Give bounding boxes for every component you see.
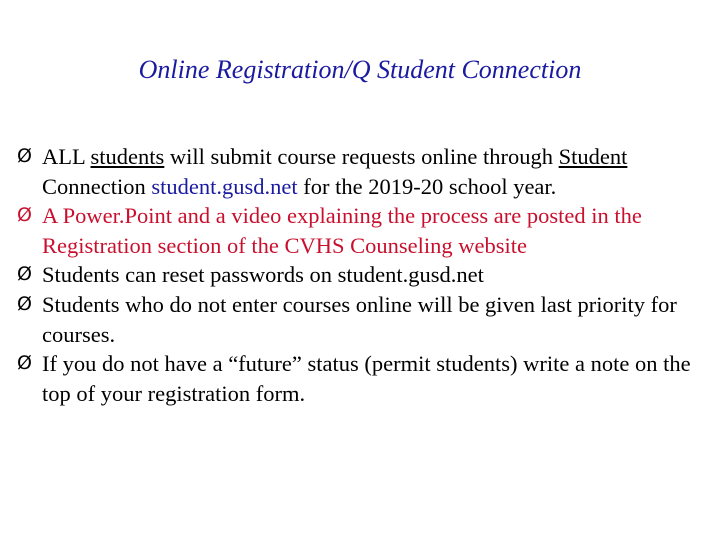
bullet-item-powerpoint-video: [17, 201, 707, 260]
bullet-text-part: ALL: [42, 144, 91, 169]
bullet-text-part: Connection: [42, 173, 152, 199]
bullet-item-last-priority: [17, 290, 707, 349]
bullet-text-underlined: students: [90, 144, 165, 169]
bullet-text-part: for the 2019-20 school year.: [297, 173, 557, 199]
bullet-text: Students who do not enter courses online will be given last priority for courses.: [42, 291, 677, 347]
arrow-bullet-icon: Ø: [17, 292, 32, 315]
bullet-text-underlined: Student: [558, 144, 628, 169]
bullet-item-all-students: [17, 142, 707, 201]
arrow-bullet-icon: Ø: [17, 352, 32, 375]
bullet-item-reset-passwords: [17, 260, 707, 290]
bullet-text: If you do not have a “future” status (permit students) write a note on the top of your registration form.: [42, 351, 691, 406]
student-connection-link[interactable]: student.gusd.net: [151, 173, 298, 199]
bullet-text-part: will submit course requests online through: [164, 144, 559, 169]
arrow-bullet-icon: Ø: [17, 204, 32, 227]
slide-title: Online Registration/Q Student Connection: [138, 55, 582, 84]
bullet-list: [17, 142, 707, 408]
arrow-bullet-icon: Ø: [17, 145, 32, 167]
bullet-text: Students can reset passwords on student.gusd.net: [42, 262, 484, 288]
bullet-text: A Power.Point and a video explaining the process are posted in the Registration section of the CVHS Counseling website: [42, 203, 642, 258]
arrow-bullet-icon: Ø: [17, 263, 32, 286]
bullet-item-future-status: [17, 349, 707, 408]
